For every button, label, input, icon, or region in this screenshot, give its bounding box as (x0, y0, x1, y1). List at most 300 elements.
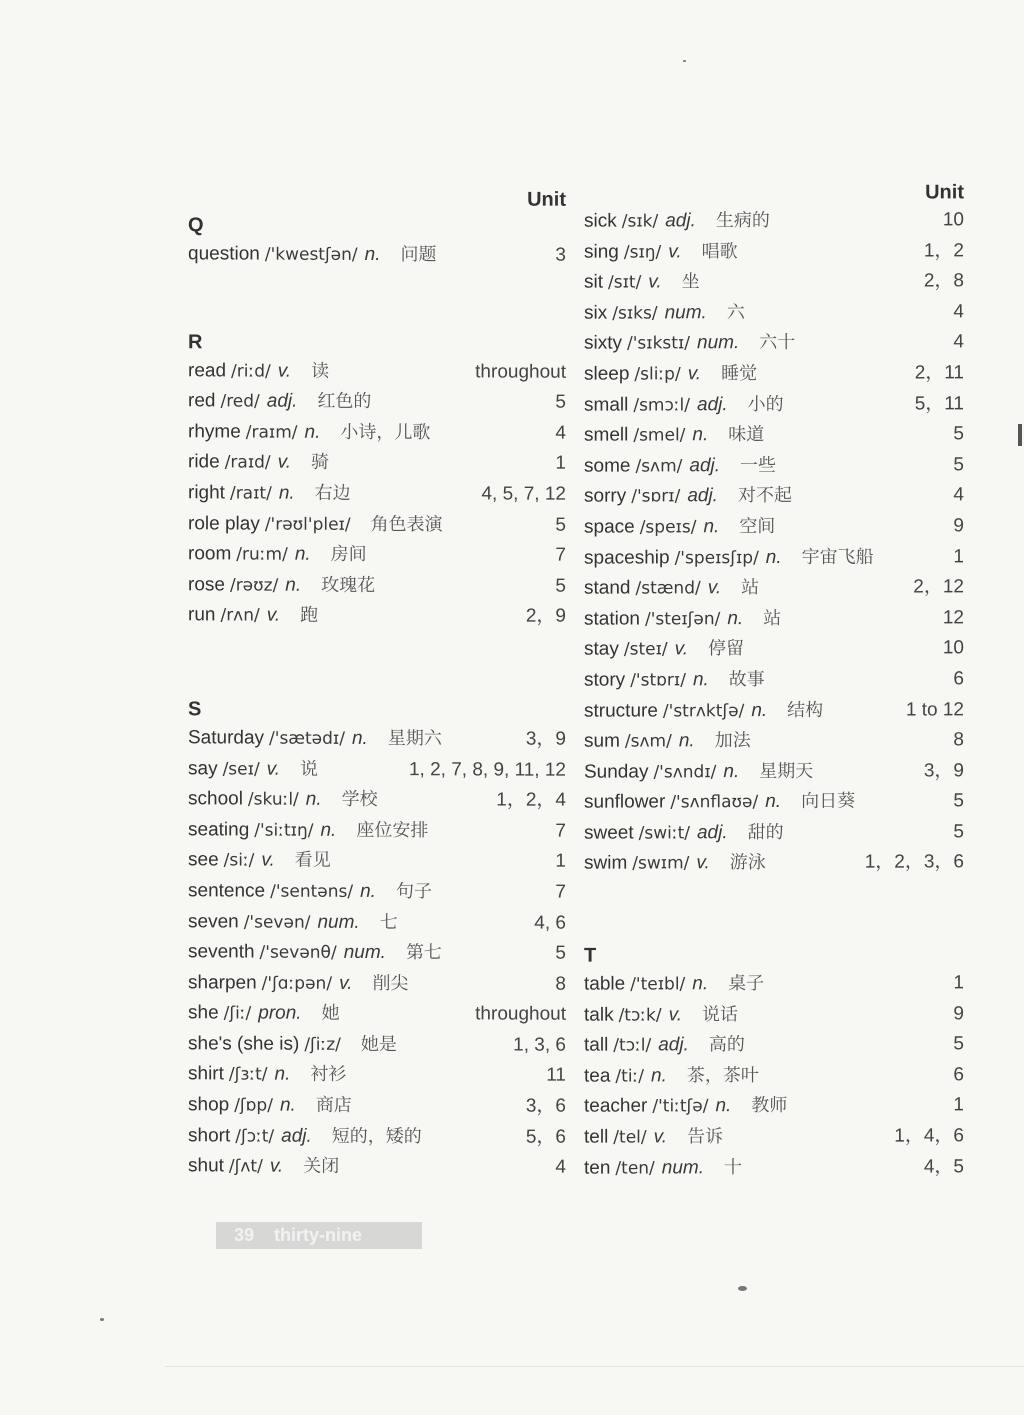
entry-pronunciation: /'sɪkstɪ/ (627, 333, 690, 354)
entry-unit: 1 (555, 453, 566, 475)
entry-pronunciation: /smɔːl/ (633, 394, 691, 416)
entry-pronunciation: /ʃiː/ (223, 1003, 252, 1024)
entry-unit: 4, 5, 7, 12 (481, 483, 566, 505)
entry-unit: 1, 3, 6 (513, 1034, 566, 1056)
entry-pronunciation: /ʃiːz/ (304, 1034, 341, 1055)
entry-chinese-meaning: 站 (763, 607, 782, 629)
entry-chinese-meaning: 读 (311, 360, 330, 382)
entry-part-of-speech: v. (668, 1003, 682, 1026)
glossary-entry (584, 695, 964, 727)
entry-unit: 5，11 (914, 392, 964, 415)
entry-unit: 4 (555, 422, 566, 444)
left-sections (188, 211, 566, 1183)
entry-part-of-speech: adj. (266, 390, 298, 412)
entry-chinese-meaning: 高的 (708, 1034, 745, 1056)
entry-word: swim (584, 852, 628, 875)
entry-part-of-speech: num. (697, 332, 740, 354)
entry-unit: 3，9 (923, 760, 964, 782)
entry-chinese-meaning: 六 (726, 301, 745, 323)
glossary-column-left (188, 185, 566, 1183)
entry-pronunciation: /tɔːl/ (613, 1035, 652, 1056)
entry-chinese-meaning: 睡觉 (721, 363, 758, 385)
page-number-words: thirty-nine (274, 1225, 363, 1245)
entry-part-of-speech: n. (278, 482, 295, 504)
entry-chinese-meaning: 茶，茶叶 (686, 1064, 759, 1087)
glossary-entry (584, 481, 964, 513)
entry-word: shop (188, 1094, 230, 1116)
entry-chinese-meaning: 甜的 (747, 821, 784, 843)
entry-unit: 5，6 (525, 1126, 566, 1148)
entry-pronunciation: /raɪd/ (224, 452, 271, 473)
entry-unit: 4 (953, 331, 964, 353)
entry-part-of-speech: adj. (658, 1034, 689, 1056)
entry-unit: throughout (475, 1003, 566, 1026)
entry-unit: 2，12 (913, 576, 964, 598)
section-letter: R (188, 330, 203, 353)
glossary-entry (188, 846, 566, 878)
glossary-entry (584, 787, 964, 819)
entry-pronunciation: /smel/ (633, 425, 686, 446)
entry-part-of-speech: n. (751, 699, 768, 721)
entry-word: read (188, 359, 227, 382)
glossary-entry (188, 907, 566, 939)
entry-part-of-speech: n. (727, 607, 744, 629)
entry-word: space (584, 516, 635, 538)
entry-chinese-meaning: 一些 (740, 454, 777, 476)
entry-pronunciation: /swiːt/ (638, 823, 690, 844)
glossary-entry (188, 784, 566, 816)
glossary-entry (584, 1091, 964, 1123)
entry-unit: 1 (555, 850, 566, 873)
entry-unit: 1 (953, 972, 964, 994)
entry-part-of-speech: n. (651, 1065, 667, 1087)
entry-chinese-meaning: 向日葵 (801, 790, 856, 813)
glossary-entry (584, 1030, 964, 1062)
entry-chinese-meaning: 学校 (341, 788, 378, 811)
section-letter: T (584, 944, 597, 967)
entry-word: sentence (188, 880, 266, 902)
entry-chinese-meaning: 七 (379, 911, 398, 933)
entry-chinese-meaning: 问题 (400, 244, 437, 266)
glossary-entry (188, 1152, 566, 1184)
entry-word: smell (584, 424, 629, 446)
entry-chinese-meaning: 玫瑰花 (321, 574, 376, 596)
glossary-column-right (584, 179, 964, 1184)
entry-part-of-speech: v. (261, 849, 275, 871)
entry-part-of-speech: num. (343, 941, 386, 964)
glossary-entry (188, 1060, 566, 1092)
entry-pronunciation: /sɪk/ (621, 211, 659, 232)
entry-pronunciation: /speɪs/ (639, 517, 697, 538)
entry-unit: 5 (953, 790, 964, 812)
entry-pronunciation: /'kwestʃən/ (264, 244, 358, 265)
entry-chinese-meaning: 角色表演 (370, 513, 443, 535)
page-number: 39 (234, 1225, 255, 1245)
entry-chinese-meaning: 座位安排 (356, 819, 429, 841)
entry-part-of-speech: adj. (665, 210, 696, 232)
entry-unit: 11 (546, 1065, 566, 1087)
entry-unit: 1，2，4 (496, 789, 566, 811)
glossary-entry (584, 756, 964, 788)
entry-chinese-meaning: 衬衫 (310, 1064, 347, 1086)
entry-chinese-meaning: 宇宙飞船 (801, 546, 874, 568)
entry-part-of-speech: n. (692, 424, 709, 446)
entry-chinese-meaning: 她是 (360, 1033, 397, 1055)
glossary-entry (188, 448, 566, 480)
entry-word: some (584, 455, 631, 477)
entry-pronunciation: /'sentəns/ (270, 881, 354, 902)
entry-unit: 7 (555, 881, 566, 903)
entry-part-of-speech: n. (274, 1064, 291, 1086)
entry-part-of-speech: adj. (687, 485, 718, 507)
entry-word: sorry (584, 485, 627, 508)
glossary-entry (188, 1121, 566, 1153)
glossary-entry (584, 267, 964, 299)
entry-unit: 5 (953, 423, 964, 445)
unit-column-header: Unit (925, 181, 964, 204)
entry-pronunciation: /raɪm/ (245, 422, 298, 443)
letter-section (188, 211, 566, 271)
entry-part-of-speech: v. (648, 271, 662, 293)
entry-pronunciation: /'sʌndɪ/ (653, 761, 717, 783)
entry-part-of-speech: adj. (281, 1125, 312, 1147)
entry-part-of-speech: adj. (696, 822, 728, 844)
entry-word: say (188, 757, 218, 779)
entry-word: seating (188, 818, 250, 841)
entry-chinese-meaning: 小诗，儿歌 (340, 421, 431, 443)
glossary-entry (188, 356, 566, 388)
entry-unit: 2，8 (923, 270, 964, 292)
entry-pronunciation: /sʌm/ (624, 731, 672, 752)
entry-unit: 1 (953, 545, 964, 567)
entry-word: red (188, 390, 216, 412)
ink-speck (683, 60, 686, 62)
entry-pronunciation: /'sʌnflaʊə/ (670, 792, 759, 813)
entry-unit: 7 (555, 820, 566, 842)
entry-word: sit (584, 271, 603, 293)
entry-chinese-meaning: 小的 (747, 393, 784, 415)
entry-pronunciation: /sliːp/ (634, 364, 681, 385)
entry-unit: 1, 2, 7, 8, 9, 11, 12 (408, 758, 566, 781)
entry-part-of-speech: n. (305, 788, 322, 810)
glossary-entry (188, 417, 566, 449)
entry-unit: 1，2，3，6 (864, 851, 964, 874)
glossary-entry (188, 239, 566, 271)
entry-word: tea (584, 1065, 611, 1087)
entry-unit: 5 (555, 391, 566, 413)
entry-unit: 3，9 (525, 728, 566, 750)
entry-unit: 3，6 (525, 1095, 566, 1117)
entry-part-of-speech: n. (360, 880, 376, 902)
entry-word: station (584, 608, 640, 630)
scan-edge-mark (1018, 424, 1022, 446)
entry-pronunciation: /'speɪsʃɪp/ (674, 547, 759, 568)
entry-pronunciation: /sɪt/ (608, 272, 642, 293)
glossary-entry (584, 328, 964, 360)
glossary-entry (584, 817, 964, 849)
entry-chinese-meaning: 句子 (395, 880, 432, 903)
glossary-entry (188, 876, 566, 908)
entry-chinese-meaning: 商店 (315, 1094, 352, 1116)
entry-pronunciation: /siː/ (223, 850, 255, 871)
entry-unit: 6 (953, 668, 964, 690)
glossary-entry (584, 603, 964, 635)
entry-part-of-speech: v. (339, 972, 353, 994)
ink-speck (100, 1318, 104, 1321)
glossary-entry (188, 754, 566, 786)
entry-part-of-speech: num. (664, 302, 707, 324)
entry-part-of-speech: n. (765, 546, 782, 568)
entry-part-of-speech: v. (674, 638, 688, 660)
entry-pronunciation: /'sɒrɪ/ (631, 486, 681, 507)
entry-unit: 1 (953, 1094, 964, 1116)
entry-unit: 6 (953, 1064, 964, 1086)
glossary-entry (584, 236, 964, 268)
entry-word: shut (188, 1155, 224, 1177)
entry-word: short (188, 1124, 231, 1147)
entry-pronunciation: /ten/ (615, 1158, 655, 1179)
entry-word: stay (584, 638, 619, 660)
entry-unit: 4 (555, 1156, 566, 1178)
entry-pronunciation: /ruːm/ (236, 544, 288, 565)
entry-unit: 5 (555, 514, 566, 536)
entry-pronunciation: /'steɪʃən/ (644, 608, 721, 630)
entry-pronunciation: /stænd/ (635, 578, 701, 599)
entry-part-of-speech: n. (692, 669, 709, 691)
entry-chinese-meaning: 红色的 (317, 390, 372, 413)
entry-word: sum (584, 730, 620, 752)
entry-unit: 9 (953, 1002, 964, 1025)
entry-word: run (188, 604, 216, 626)
glossary-entry (584, 725, 964, 757)
entry-part-of-speech: v. (277, 360, 292, 382)
entry-word: sing (584, 241, 619, 263)
glossary-entry (188, 478, 566, 510)
entry-pronunciation: /tɔːk/ (618, 1005, 662, 1026)
entry-part-of-speech: n. (765, 791, 782, 813)
entry-word: rose (188, 574, 225, 596)
entry-pronunciation: /ʃʌt/ (228, 1156, 263, 1177)
entry-unit: 5 (555, 942, 566, 964)
glossary-entry (188, 601, 566, 633)
entry-chinese-meaning: 关闭 (303, 1155, 340, 1178)
entry-chinese-meaning: 空间 (739, 515, 776, 538)
entry-pronunciation: /ʃɔːt/ (235, 1126, 275, 1147)
entry-part-of-speech: n. (723, 760, 740, 782)
entry-word: Saturday (188, 727, 265, 749)
entry-unit: throughout (475, 360, 566, 383)
glossary-entry (584, 1121, 964, 1153)
entry-word: teacher (584, 1095, 648, 1118)
entry-unit: 4 (953, 301, 964, 323)
entry-pronunciation: /sɪŋ/ (623, 241, 662, 263)
glossary-entry (188, 570, 566, 602)
entry-chinese-meaning: 看见 (294, 849, 331, 872)
entry-unit: 12 (942, 607, 964, 629)
entry-chinese-meaning: 她 (321, 1003, 340, 1025)
entry-word: sweet (584, 822, 634, 844)
entry-word: tell (584, 1126, 609, 1148)
glossary-entry (188, 386, 566, 418)
entry-chinese-meaning: 唱歌 (701, 240, 738, 262)
entry-chinese-meaning: 六十 (759, 332, 796, 354)
entry-unit: 5 (953, 1033, 964, 1055)
glossary-entry (584, 297, 964, 329)
ink-speck (738, 1286, 747, 1291)
letter-section (188, 695, 566, 1183)
entry-part-of-speech: adj. (697, 393, 728, 415)
entry-pronunciation: /rʌn/ (220, 605, 260, 626)
glossary-entry (188, 968, 566, 1000)
entry-chinese-meaning: 味道 (728, 424, 765, 446)
entry-chinese-meaning: 第七 (405, 942, 442, 964)
entry-pronunciation: /steɪ/ (623, 639, 668, 660)
entry-pronunciation: /'strʌktʃə/ (662, 700, 745, 721)
entry-word: ten (584, 1157, 611, 1179)
entry-pronunciation: /'sætədɪ/ (269, 728, 345, 749)
entry-chinese-meaning: 跑 (300, 605, 319, 627)
entry-pronunciation: /'teɪbl/ (630, 974, 686, 995)
entry-unit: 10 (942, 209, 964, 231)
entry-word: Sunday (584, 761, 649, 783)
glossary-entry (584, 1060, 964, 1092)
section-letter: Q (188, 214, 204, 237)
glossary-entry (188, 723, 566, 755)
entry-pronunciation: /'ʃɑːpən/ (261, 973, 333, 994)
entry-chinese-meaning: 骑 (311, 452, 330, 474)
entry-word: six (584, 302, 608, 324)
entry-word: seventh (188, 941, 255, 963)
entry-part-of-speech: n. (294, 543, 311, 565)
glossary-entry (188, 509, 566, 541)
entry-part-of-speech: n. (678, 730, 695, 752)
entry-chinese-meaning: 十 (724, 1156, 743, 1178)
entry-pronunciation: /tiː/ (615, 1066, 644, 1087)
entry-unit: 5 (953, 454, 964, 476)
entry-part-of-speech: n. (285, 574, 302, 596)
entry-pronunciation: /sʌm/ (635, 456, 683, 477)
page-footer (216, 1222, 422, 1249)
entry-part-of-speech: v. (707, 577, 722, 599)
entry-part-of-speech: n. (320, 819, 337, 841)
entry-chinese-meaning: 星期六 (387, 727, 442, 750)
entry-unit: 1，4，6 (894, 1125, 964, 1147)
entry-word: see (188, 849, 219, 871)
glossary-entry (188, 815, 566, 847)
entry-word: question (188, 243, 260, 265)
glossary-entry (584, 664, 964, 696)
entry-unit: 4, 6 (534, 912, 566, 934)
entry-part-of-speech: n. (703, 516, 720, 538)
entry-pronunciation: /sɪks/ (612, 303, 658, 324)
entry-word: sick (584, 210, 617, 232)
entry-part-of-speech: n. (715, 1095, 732, 1117)
entry-unit: 5 (953, 821, 964, 843)
entry-chinese-meaning: 停留 (708, 638, 744, 660)
entry-pronunciation: /rəʊz/ (229, 575, 279, 596)
entry-pronunciation: /'siːtɪŋ/ (254, 820, 314, 841)
entry-chinese-meaning: 说 (300, 758, 319, 780)
entry-word: small (584, 394, 629, 416)
entry-chinese-meaning: 故事 (728, 668, 765, 691)
glossary-entry (188, 1090, 566, 1122)
entry-word: sunflower (584, 791, 666, 813)
entry-part-of-speech: n. (692, 973, 709, 995)
entry-word: rhyme (188, 421, 241, 443)
right-sections (584, 205, 964, 1184)
entry-pronunciation: /riːd/ (231, 361, 271, 382)
glossary-entry (584, 389, 964, 421)
scan-edge-line (165, 1366, 1024, 1367)
entry-chinese-meaning: 游泳 (729, 852, 766, 874)
glossary-entry (584, 358, 964, 390)
entry-word: sixty (584, 332, 622, 355)
entry-word: room (188, 543, 232, 565)
entry-part-of-speech: adj. (689, 454, 721, 477)
entry-part-of-speech: n. (304, 421, 321, 443)
entry-part-of-speech: v. (277, 451, 292, 474)
glossary-entry (584, 634, 964, 666)
glossary-entry (584, 848, 964, 880)
entry-chinese-meaning: 房间 (330, 543, 367, 566)
entry-pronunciation: /swɪm/ (632, 853, 690, 874)
entry-chinese-meaning: 结构 (787, 699, 824, 721)
entry-pronunciation: /red/ (220, 391, 260, 412)
letter-section (584, 940, 964, 1183)
entry-unit: 1，2 (923, 239, 964, 262)
glossary-entry (188, 539, 566, 571)
entry-word: shirt (188, 1063, 224, 1085)
entry-word: role play (188, 512, 260, 535)
section-letter: S (188, 698, 202, 721)
letter-section (584, 205, 964, 879)
entry-pronunciation: /'tiːtʃə/ (652, 1096, 709, 1117)
entry-word: seven (188, 910, 239, 932)
glossary-entry (584, 1152, 964, 1184)
entry-pronunciation: /'sevən/ (243, 911, 311, 933)
entry-chinese-meaning: 加法 (714, 730, 751, 752)
entry-word: talk (584, 1004, 614, 1026)
entry-unit: 2，9 (525, 605, 566, 628)
entry-part-of-speech: v. (696, 852, 710, 874)
entry-unit: 4，5 (923, 1155, 964, 1178)
entry-part-of-speech: n. (364, 243, 381, 266)
entry-part-of-speech: n. (279, 1094, 296, 1116)
glossary-entry (584, 999, 964, 1031)
letter-section (188, 328, 566, 633)
entry-chinese-meaning: 告诉 (686, 1126, 723, 1148)
entry-chinese-meaning: 星期天 (759, 760, 814, 782)
entry-word: structure (584, 699, 658, 722)
entry-word: stand (584, 577, 631, 599)
entry-unit: 8 (953, 729, 964, 751)
glossary-entry (188, 1029, 566, 1061)
entry-chinese-meaning: 削尖 (372, 972, 409, 994)
entry-word: table (584, 973, 626, 995)
entry-chinese-meaning: 桌子 (728, 973, 765, 995)
glossary-entry (584, 419, 964, 451)
entry-part-of-speech: v. (266, 604, 281, 626)
entry-unit: 1 to 12 (905, 698, 964, 721)
entry-part-of-speech: v. (269, 1155, 284, 1177)
entry-word: spaceship (584, 546, 670, 569)
glossary-entry (188, 937, 566, 969)
entry-word: she (188, 1002, 219, 1024)
entry-part-of-speech: v. (668, 240, 682, 262)
glossary-entry (584, 450, 964, 482)
entry-chinese-meaning: 右边 (314, 482, 351, 504)
entry-word: ride (188, 451, 220, 473)
